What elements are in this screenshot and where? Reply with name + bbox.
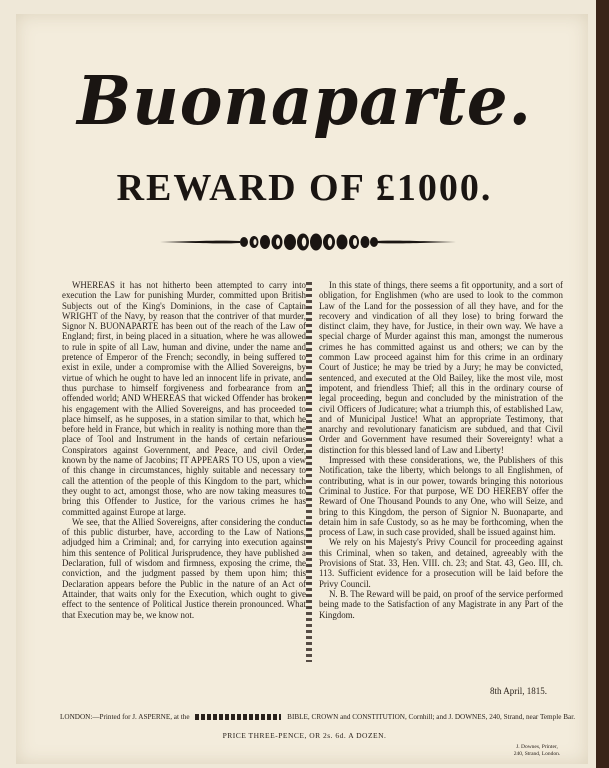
ornamental-rule	[195, 714, 281, 720]
paragraph: In this state of things, there seems a fit opportunity, and a sort of obligation, for Englishmen (who are used to look to the common Law of the Land for the possession of all they have, and for the recovery and vindication of all they lose) to bring forward the distinct claim, they have, for Justice, in their own way. We have a special charge of Murder against this man, amongst the numerous crimes he has committed against us and others; we can by the common Law proceed against him for this crime in an ordinary Court of Justice; he may be tried by a Jury; he may be convicted, sentenced, and executed at the Old Bailey, like the most vile, most impotent, and friendless Thief; all this in the ordinary course of legal proceeding, begun and concluded by the ministration of the civil Officers of Judicature; what a triumph this, of established Law, and of Municipal Justice! What an appropriate Testimony, that anarchy and revolutionary fanaticism are subdued, and that Civil Order and Government have resumed their Sovereignty! what a distinction for this blessed land of Law and Liberty!	[319, 280, 563, 455]
imprint-end: BIBLE, CROWN and CONSTITUTION, Cornhill; and J. DOWNES, 240, Strand, near Temple Bar.	[287, 713, 575, 721]
poster-title: Buonaparte.	[77, 62, 532, 141]
paragraph: We see, that the Allied Sovereigns, after considering the conduct of this public disturber, have, according to the Law of Nations, adjudged him a Criminal; and, for carrying into execution against him this sentence of Political Jurisprudence, they have published a Declaration, full of wisdom and firmness, exposing the crime, the conviction, and the judgment passed by them upon him; this Declaration appears before the Public in the nature of an Act of Attainder, that waits only for the Execution, which ought to give effect to the sentence of Political Justice therein pronounced. What that Execution may be, we know not.	[62, 516, 306, 620]
printer-credit	[502, 744, 572, 758]
paragraph: Impressed with these considerations, we, the Publishers of this Notification, take the liberty, which belongs to all Englishmen, of contributing, what is in our power, towards bringing this notorious Criminal to Justice. For that purpose, WE DO HEREBY offer the Reward of One Thousand Pounds to any One, who will Seize, and bring to this Kingdom, the person of Signior N. Buonaparte, and detain him in safe Custody, so as he may be forthcoming, when the process of Law, in such case provided, shall be issued against him.	[319, 455, 563, 538]
imprint-start: LONDON:—Printed for J. ASPERNE, at the	[60, 713, 190, 721]
right-column	[319, 280, 563, 620]
paragraph: We rely on his Majesty's Privy Council for proceeding against this Criminal, when so taken, and detained, agreeably with the Provisions of Stat. 33, Hen. VIII. ch. 23; and Stat. 43, Geo. III, ch. 113. Sufficient evidence for a prosecution will be laid before the Privy Council.	[319, 537, 563, 589]
printer-line: J. Downes, Printer,	[516, 744, 558, 750]
imprint-line	[60, 713, 580, 721]
price-line: PRICE THREE-PENCE, OR 2s. 6d. A DOZEN.	[222, 731, 387, 740]
paragraph: WHEREAS it has not hitherto been attempted to carry into execution the Law for punishing Murder, committed upon British Subjects out of the King's Dominions, in the case of Captain WRIGHT of the Navy, by reason that the contriver of that murder, Signor N. BUONAPARTE has been out of the reach of the Law of England; first, in being placed in a situation, where he was allowed to rule in spite of all Law, human and divine, under the name and pretence of Emperor of the French; secondly, in being suffered to exist in exile, under a compromise with the Allied Sovereigns, by virtue of which he ought to have led an innocent life in private, and thus purchase to himself forgiveness and forbearance from an offended world; AND WHEREAS that wicked Offender has broken his engagement with the Allied Sovereigns, and has proceeded to place himself, as he supposes, in a station similar to that, which he before held in France, but which in reality is nothing more than the place of Tool and Instrument in the hands of certain nefarious Conspirators against Government, and Peace, and civil Order, known by the name of Jacobins; IT APPEARS TO US, upon a view of this change in circumstances, highly suitable and necessary to call the attention of the people of this Kingdom to the part, which they ought to act, amongst those, who are now taking measures to bring this Offender to Justice, for the various crimes he has committed against Europe at large.	[62, 280, 306, 517]
issue-date: 8th April, 1815.	[490, 686, 548, 696]
reward-heading: REWARD OF £1000.	[116, 167, 493, 209]
ornament-divider	[160, 232, 456, 252]
printer-line: 240, Strand, London.	[513, 751, 561, 757]
left-column	[62, 280, 306, 620]
paragraph: N. B. The Reward will be paid, on proof of the service performed being made to the Satisfaction of any Magistrate in any Part of the Kingdom.	[319, 588, 563, 620]
column-divider	[306, 282, 312, 662]
